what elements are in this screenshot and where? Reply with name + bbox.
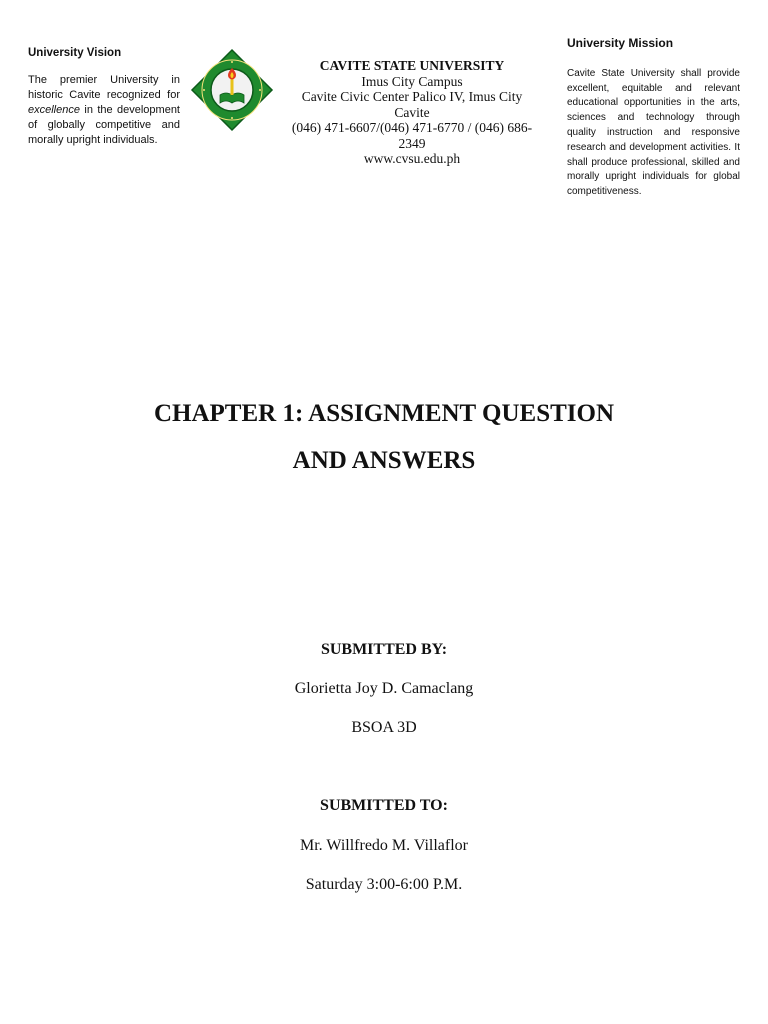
- vision-emphasis: excellence: [28, 104, 80, 116]
- university-name: CAVITE STATE UNIVERSITY: [319, 58, 505, 73]
- vision-text: [28, 73, 180, 148]
- campus-address: Cavite Civic Center Palico IV, Imus City Cavite: [301, 89, 523, 120]
- campus-name: Imus City Campus: [361, 73, 463, 89]
- class-schedule: Saturday 3:00-6:00 P.M.: [305, 876, 463, 893]
- student-name: Glorietta Joy D. Camaclang: [294, 680, 474, 697]
- document-title-line-2: AND ANSWERS: [292, 447, 476, 474]
- university-vision: [28, 46, 180, 148]
- contact-phone: (046) 471-6607/(046) 471-6770 / (046) 686-2349: [291, 120, 533, 151]
- mission-heading: University Mission: [567, 36, 674, 50]
- mission-text: Cavite State University shall provide excellent, equitable and relevant educational opportunities in the arts, sciences and technology through quality instruction and responsive research and development activities. It shall produce professional, skilled and morally upright individuals for global competitiveness.: [567, 67, 740, 198]
- instructor-name: Mr. Willfredo M. Villaflor: [299, 837, 468, 854]
- vision-heading: University Vision: [28, 47, 122, 59]
- submitted-by-label: SUBMITTED BY:: [320, 641, 448, 658]
- submitted-to-label: SUBMITTED TO:: [320, 797, 448, 814]
- university-seal-icon: [190, 48, 274, 132]
- student-section: BSOA 3D: [351, 719, 417, 736]
- vision-text-end: in the development of globally competitive and morally upright individuals.: [28, 104, 180, 146]
- document-title-line-1: CHAPTER 1: ASSIGNMENT QUESTION: [153, 400, 615, 427]
- university-header: [284, 58, 540, 167]
- website-link[interactable]: www.cvsu.edu.ph: [363, 151, 461, 166]
- university-mission: [567, 36, 740, 200]
- vision-text-start: The premier University in historic Cavite recognized for: [28, 74, 180, 101]
